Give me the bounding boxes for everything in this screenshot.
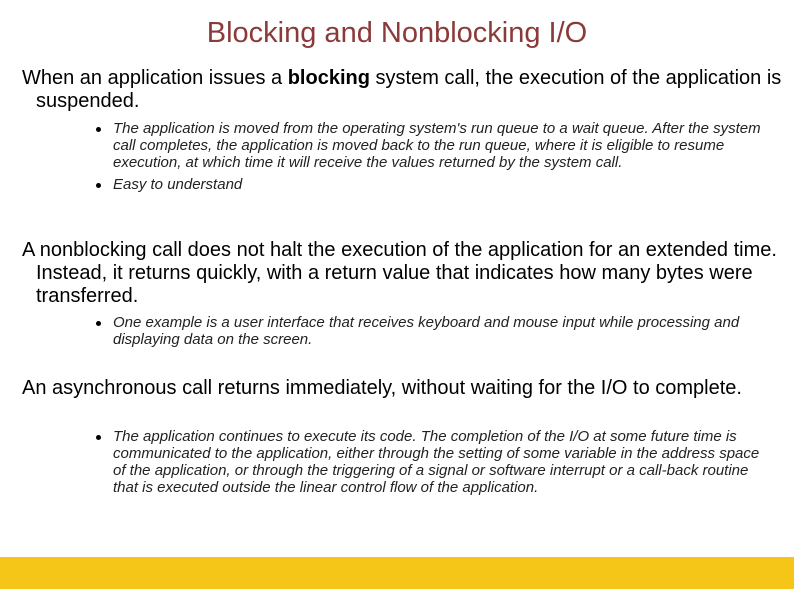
bullet-icon — [96, 127, 101, 132]
point-blocking-post: system call, the execution of the application is suspended. — [36, 67, 782, 112]
sub-item-text: One example is a user interface that receives keyboard and mouse input while processing and displaying data on the screen. — [113, 314, 740, 348]
sub-item-text: The application continues to execute its code. The completion of the I/O at some future time is communicated to the application, either through the setting of some variable in the address space of the application, or through the triggering of a signal or software interrupt or a call-back routine that is executed outside the linear control flow of the application. — [113, 428, 760, 496]
sub-item-text: The application is moved from the operating system's run queue to a wait queue. After the system call completes, the application is moved back to the run queue, where it is eligible to resume execution, at which time it will receive the values returned by the system call. — [113, 120, 761, 171]
sub-item-text: Easy to understand — [113, 176, 243, 193]
slide-title: Blocking and Nonblocking I/O — [206, 17, 588, 49]
sub-item — [96, 314, 768, 348]
footer-bar — [0, 557, 794, 589]
blocking-sub-list — [96, 120, 768, 198]
point-nonblocking: A nonblocking call does not halt the execution of the application for an extended time. Instead, it returns quickly, with a return value that indicates how many bytes were transferred. — [22, 239, 777, 307]
point-asynchronous: An asynchronous call returns immediately, without waiting for the I/O to complete. — [22, 377, 742, 399]
sub-item — [96, 120, 768, 171]
point-blocking-bold: blocking — [287, 67, 370, 89]
bullet-icon — [96, 321, 101, 326]
sub-item — [96, 428, 768, 496]
point-blocking — [22, 67, 794, 113]
bullet-icon — [96, 435, 101, 440]
asynchronous-sub-list — [96, 428, 768, 501]
bullet-icon — [96, 183, 101, 188]
sub-item — [96, 176, 768, 193]
nonblocking-sub-list — [96, 314, 768, 353]
point-blocking-pre: When an application issues a — [22, 67, 288, 89]
